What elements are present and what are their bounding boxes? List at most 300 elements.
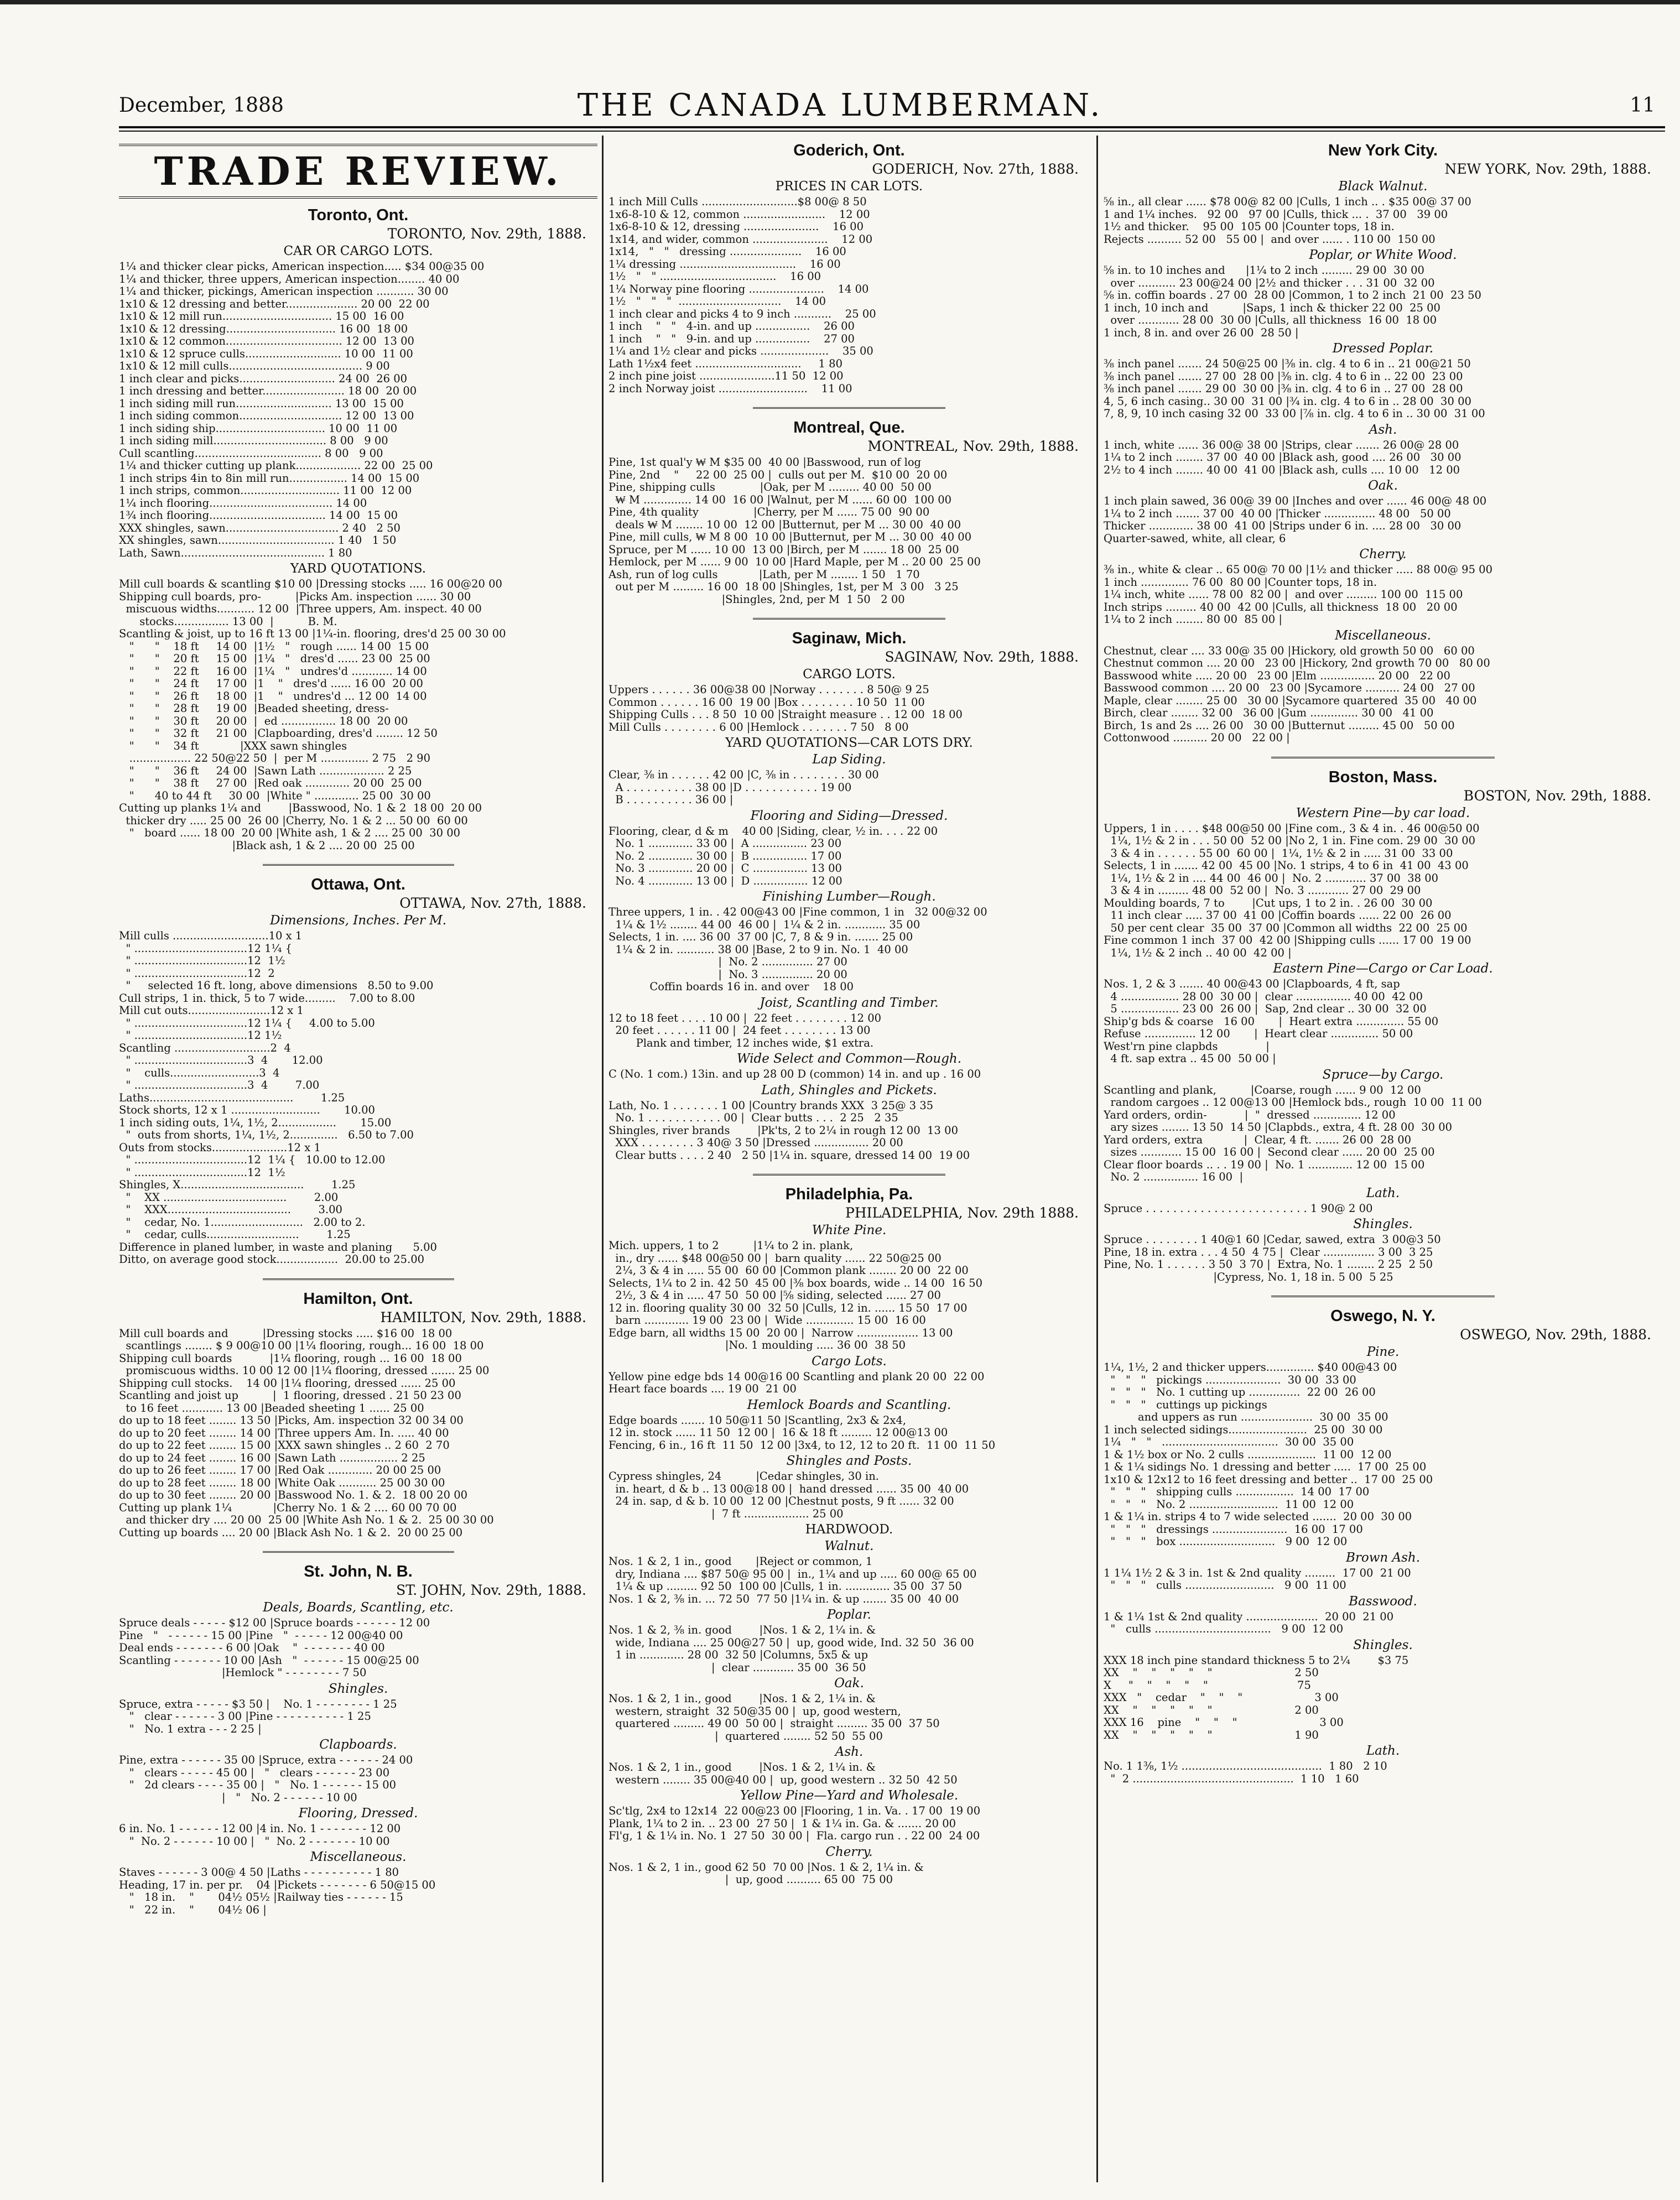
price-line: western, straight 32 50@35 00 | up, good western, (608, 1705, 901, 1718)
price-line: C (No. 1 com.) 13in. and up 28 00 D (common) 14 in. and up . 16 00 (608, 1068, 981, 1080)
price-line: out per M ......... 16 00 18 00 |Shingles, 1st, per M 3 00 3 25 (608, 581, 959, 593)
price-line: XX " " " " " 1 90 (1104, 1729, 1319, 1741)
price-line: Heart face boards .... 19 00 21 00 (608, 1383, 797, 1395)
price-line: Moulding boards, 7 to |Cut ups, 1 to 2 in. . 26 00 30 00 (1104, 897, 1433, 909)
price-line: XXX " cedar " " " 3 00 (1104, 1692, 1339, 1704)
market-city: Toronto, Ont. (308, 206, 409, 224)
price-line: promiscuous widths. 10 00 12 00 |1¼ flooring, dressed ....... 25 00 (119, 1365, 490, 1377)
price-line: Pine, 18 in. extra . . . 4 50 4 75 | Clear ............... 3 00 3 25 (1104, 1246, 1433, 1258)
price-line: ⅜ inch panel ....... 27 00 28 00 |⅜ in. clg. 4 to 6 in .. 22 00 23 00 (1104, 370, 1463, 383)
price-line: Fencing, 6 in., 16 ft 11 50 12 00 |3x4, to 12, 12 to 20 ft. 11 00 11 50 (608, 1439, 996, 1452)
price-line: sizes ............ 15 00 16 00 | Second clear ...... 20 00 25 00 (1104, 1146, 1435, 1158)
market-city: Goderich, Ont. (793, 142, 905, 159)
price-line: 1 inch " " 4-in. and up ................ 26 00 (608, 320, 855, 332)
price-line: 1 inch siding mill................................. 8 00 9 00 (119, 435, 388, 447)
price-line: do up to 18 feet ........ 13 50 |Picks, Am. inspection 32 00 34 00 (119, 1414, 464, 1427)
price-line: 1 and 1¼ inches. 92 00 97 00 |Culls, thick ... . 37 00 39 00 (1104, 208, 1448, 221)
market-section (119, 876, 597, 1266)
price-line: 1¼ and 1½ clear and picks .................... 35 00 (608, 345, 873, 357)
price-line: " " " No. 2 .......................... 11 00 12 00 (1104, 1498, 1354, 1511)
column-2 (608, 139, 1090, 2186)
price-line: 1 inch " " 9-in. and up ................ 27 00 (608, 332, 855, 345)
price-line: Common . . . . . . 16 00 19 00 |Box . . . . . . . . 10 50 11 00 (608, 696, 925, 709)
block-category: Lath, Shingles and Pickets. (761, 1083, 937, 1098)
price-line: " " 32 ft 21 00 |Clapboarding, dres'd ........ 12 50 (119, 727, 438, 740)
price-line: Spruce deals - - - - - $12 00 |Spruce boards - - - - - - 12 00 (119, 1617, 430, 1629)
block-category: Cherry. (825, 1844, 873, 1859)
block-category: Wide Select and Common—Rough. (736, 1052, 962, 1066)
price-line: do up to 22 feet ........ 15 00 |XXX sawn shingles .. 2 60 2 70 (119, 1439, 450, 1452)
price-line: " No. 1 extra - - - 2 25 | (119, 1723, 262, 1735)
price-line: Pine, mill culls, ₩ M 8 00 10 00 |Butternut, per M ... 30 00 40 00 (608, 531, 972, 543)
block-category: Dressed Poplar. (1332, 341, 1434, 356)
market-dateline: HAMILTON, Nov. 29th, 1888. (380, 1309, 586, 1325)
price-line: A . . . . . . . . . . 38 00 |D . . . . . . . . . . . 19 00 (608, 781, 852, 794)
block-category: Joist, Scantling and Timber. (760, 995, 939, 1010)
market-dateline: NEW YORK, Nov. 29th, 1888. (1444, 161, 1651, 177)
price-line: Coffin boards 16 in. and over 18 00 (608, 981, 854, 993)
price-line: Cutting up boards .... 20 00 |Black Ash No. 1 & 2. 20 00 25 00 (119, 1526, 463, 1539)
block-category: Shingles. (328, 1681, 388, 1696)
market-city: Hamilton, Ont. (303, 1289, 413, 1308)
column-divider (1096, 136, 1098, 2182)
price-line: 1 inch .............. 76 00 80 00 |Counter tops, 18 in. (1104, 576, 1377, 589)
price-line: 2½ to 4 inch ........ 40 00 41 00 |Black ash, culls .... 10 00 12 00 (1104, 464, 1460, 476)
price-line: Spruce, per M ...... 10 00 13 00 |Birch, per M ....... 18 00 25 00 (608, 543, 959, 556)
price-line: 1 inch Mill Culls ............................$8 00@ 8 50 (608, 196, 867, 208)
price-line: " " " cuttings up pickings (1104, 1398, 1267, 1411)
price-line: " 2d clears - - - - 35 00 | " No. 1 - - - - - - 15 00 (119, 1779, 397, 1791)
price-line: XXX shingles, sawn................................. 2 40 2 50 (119, 522, 401, 534)
market-separator (263, 1278, 454, 1282)
price-line: 1x14, " " dressing ..................... 16 00 (608, 246, 846, 258)
price-line: " .................................12 1½ (119, 1166, 285, 1179)
price-line: Pine, No. 1 . . . . . . 3 50 3 70 | Extra, No. 1 ........ 2 25 2 50 (1104, 1258, 1433, 1271)
price-line: 2½, 3 & 4 in ..... 47 50 50 00 |⅝ siding, selected ...... 27 00 (608, 1289, 941, 1302)
price-line: Mill cull boards & scantling $10 00 |Dressing stocks ..... 16 00@20 00 (119, 578, 502, 590)
block-subheading: CARGO LOTS. (803, 667, 896, 682)
price-line: random cargoes .. 12 00@13 00 |Hemlock bds., rough 10 00 11 00 (1104, 1096, 1482, 1109)
price-line: " .................................12 2 (119, 967, 275, 980)
price-line: " clears - - - - - 45 00 | " clears - - - - - - 23 00 (119, 1766, 390, 1779)
price-line: Clear floor boards .. . . 19 00 | No. 1 ............. 12 00 15 00 (1104, 1158, 1425, 1171)
market-section (119, 1290, 597, 1540)
price-line: in., dry ...... $48 00@50 00 | barn quality ...... 22 50@25 00 (608, 1252, 942, 1265)
price-line: Nos. 1 & 2, ⅜ in. ... 72 50 77 50 |1¼ in. & up ....... 35 00 40 00 (608, 1593, 959, 1605)
price-line: Staves - - - - - - 3 00@ 4 50 |Laths - - - - - - - - - - 1 80 (119, 1866, 399, 1879)
market-separator (753, 407, 945, 411)
price-line: X " " " " " 75 (1104, 1679, 1311, 1692)
price-line: Lath 1½x4 feet ............................... 1 80 (608, 357, 842, 370)
price-line: Deal ends - - - - - - - 6 00 |Oak " - - - - - - - 40 00 (119, 1642, 385, 1654)
price-line: 6 in. No. 1 - - - - - - 12 00 |4 in. No. 1 - - - - - - - 12 00 (119, 1823, 401, 1835)
block-category: Eastern Pine—Cargo or Car Load. (1273, 961, 1493, 976)
price-line: Three uppers, 1 in. . 42 00@43 00 |Fine common, 1 in 32 00@32 00 (608, 906, 987, 918)
block-category: Spruce—by Cargo. (1322, 1067, 1444, 1082)
price-line: Cull strips, 1 in. thick, 5 to 7 wide......... 7.00 to 8.00 (119, 992, 415, 1005)
market-dateline: SAGINAW, Nov. 29th, 1888. (885, 649, 1079, 665)
price-line: do up to 30 feet ........ 20 00 |Basswood No. 1. & 2. 18 00 20 00 (119, 1489, 468, 1501)
price-line: 1 1¼ 1½ 2 & 3 in. 1st & 2nd quality ......... 17 00 21 00 (1104, 1567, 1411, 1579)
column-divider (602, 136, 604, 2182)
price-line: 4, 5, 6 inch casing.. 30 00 31 00 |¾ in. clg. 4 to 6 in .. 28 00 30 00 (1104, 395, 1471, 408)
price-line: do up to 26 feet ........ 17 00 |Red Oak ............. 20 00 25 00 (119, 1464, 441, 1476)
price-line: 11 inch clear ..... 37 00 41 00 |Coffin boards ...... 22 00 26 00 (1104, 909, 1452, 922)
price-line: 20 feet . . . . . . 11 00 | 24 feet . . . . . . . . 13 00 (608, 1024, 871, 1037)
price-line: Mill cut outs........................12 x 1 (119, 1005, 304, 1017)
block-category: Basswood. (1349, 1594, 1417, 1609)
price-line: quartered ......... 49 00 50 00 | straight ......... 35 00 37 50 (608, 1718, 940, 1730)
price-line: Selects, 1 in ....... 42 00 45 00 |No. 1 strips, 4 to 6 in 41 00 43 00 (1104, 860, 1469, 872)
price-line: ary sizes ........ 13 50 14 50 |Clapbds., extra, 4 ft. 28 00 30 00 (1104, 1121, 1453, 1133)
price-line: " 18 in. " 04½ 05½ |Railway ties - - - - - - 15 (119, 1891, 403, 1903)
market-section (1104, 142, 1662, 745)
market-dateline: PHILADELPHIA, Nov. 29th 1888. (845, 1205, 1079, 1221)
page-header (0, 83, 1680, 122)
price-line: " 22 in. " 04½ 06 | (119, 1903, 267, 1916)
price-line: 1 inch clear and picks............................ 24 00 26 00 (119, 372, 408, 385)
price-line: Mich. uppers, 1 to 2 |1¼ to 2 in. plank, (608, 1240, 854, 1252)
issue-date: December, 1888 (119, 94, 284, 117)
block-category: Yellow Pine—Yard and Wholesale. (740, 1788, 959, 1803)
price-line: Pine, 2nd " 22 00 25 00 | culls out per M. $10 00 20 00 (608, 469, 948, 481)
price-line: Scantling and plank, |Coarse, rough ...... 9 00 12 00 (1104, 1084, 1421, 1096)
price-line: Ship'g bds & coarse 16 00 | Heart extra .............. 55 00 (1104, 1015, 1439, 1028)
price-line: do up to 20 feet ........ 14 00 |Three uppers Am. In. ..... 40 00 (119, 1427, 449, 1439)
market-dateline: TORONTO, Nov. 29th, 1888. (387, 226, 586, 242)
price-line: Pine, shipping culls |Oak, per M ......... 40 00 50 00 (608, 481, 932, 493)
price-line: " .................................12 1¼ { 4.00 to 5.00 (119, 1017, 375, 1029)
price-line: miscuous widths........... 12 00 |Three uppers, Am. inspect. 40 00 (119, 603, 482, 615)
price-line: 1x10 & 12 mill run................................ 15 00 16 00 (119, 310, 404, 323)
block-category: Hemlock Boards and Scantling. (747, 1397, 951, 1412)
market-city: Oswego, N. Y. (1330, 1307, 1435, 1325)
price-line: " " 38 ft 27 00 |Red oak ............. 20 00 25 00 (119, 777, 422, 789)
block-subheading: YARD QUOTATIONS—CAR LOTS DRY. (725, 736, 973, 750)
price-line: Maple, clear ........ 25 00 30 00 |Sycamore quartered 35 00 40 00 (1104, 694, 1477, 707)
price-line: XX " " " " " 2 50 (1104, 1667, 1319, 1679)
price-line: 1¼ and thicker cutting up plank................... 22 00 25 00 (119, 460, 433, 472)
price-line: Spruce . . . . . . . . 1 40@1 60 |Cedar, sawed, extra 3 00@3 50 (1104, 1234, 1441, 1246)
price-line: " " 28 ft 19 00 |Beaded sheeting, dress- (119, 703, 389, 715)
price-line: Scantling ............................2 4 (119, 1042, 291, 1054)
price-line: " " " pickings ...................... 30 00 33 00 (1104, 1374, 1356, 1386)
price-line: 1¼ inch, white ...... 78 00 82 00 | and over ......... 100 00 115 00 (1104, 589, 1463, 601)
header-rule-thin (119, 131, 1665, 132)
price-line: 1¼ to 2 inch ........ 37 00 40 00 |Black ash, good .... 26 00 30 00 (1104, 451, 1461, 464)
price-line: " .................................3 4 12.00 (119, 1054, 323, 1067)
price-line: Yard orders, ordin- | " dressed .............. 12 00 (1104, 1109, 1396, 1121)
price-line: " .................................12 1¼ { (119, 942, 293, 955)
price-line: barn ............. 19 00 23 00 | Wide .............. 15 00 16 00 (608, 1314, 926, 1327)
block-category: Lap Siding. (812, 752, 886, 767)
price-line: 1¼ dressing .................................. 16 00 (608, 258, 841, 271)
price-line: Edge boards ....... 10 50@11 50 |Scantling, 2x3 & 2x4, (608, 1414, 907, 1427)
block-category: Flooring and Siding—Dressed. (750, 808, 948, 823)
price-line: Yellow pine edge bds 14 00@16 00 Scantling and plank 20 00 22 00 (608, 1370, 985, 1383)
price-line: 7, 8, 9, 10 inch casing 32 00 33 00 |⅞ in. clg. 4 to 6 in .. 30 00 31 00 (1104, 408, 1485, 420)
price-line: Flooring, clear, d & m 40 00 |Siding, clear, ½ in. . . . 22 00 (608, 825, 938, 838)
price-line: No. 1 1⅜, 1½ ......................................... 1 80 2 10 (1104, 1760, 1387, 1772)
price-line: 1x10 & 12x12 to 16 feet dressing and better .. 17 00 25 00 (1104, 1473, 1433, 1486)
price-line: No. 1 . . . . . . . . . . . 00 | Clear butts . . . 2 25 2 35 (608, 1112, 898, 1124)
block-category: Walnut. (824, 1539, 874, 1553)
price-line: 12 to 18 feet . . . . 10 00 | 22 feet . . . . . . . . 12 00 (608, 1012, 882, 1024)
block-category: Shingles. (1353, 1217, 1413, 1231)
price-line: |Shingles, 2nd, per M 1 50 2 00 (608, 593, 905, 606)
price-line: 2 inch Norway joist .......................... 11 00 (608, 382, 852, 395)
price-line: 1x10 & 12 dressing................................ 16 00 18 00 (119, 323, 408, 335)
price-line: Shingles, X.................................... 1.25 (119, 1179, 356, 1191)
price-line: 1½ and thicker. 95 00 105 00 |Counter tops, 18 in. (1104, 221, 1395, 233)
price-line: 1 inch siding mill run............................ 13 00 15 00 (119, 397, 404, 410)
price-line: 2 inch pine joist ......................11 50 12 00 (608, 370, 844, 382)
price-line: Cutting up plank 1¼ |Cherry No. 1 & 2 .... 60 00 70 00 (119, 1501, 457, 1514)
price-line: " " 22 ft 16 00 |1¼ " undres'd ............ 14 00 (119, 665, 427, 678)
block-category: Oak. (1368, 479, 1398, 493)
price-line: 3 & 4 in . . . . . . 55 00 60 00 | 1¼, 1½ & 2 in ..... 31 00 33 00 (1104, 847, 1453, 860)
price-line: 1 inch siding ship................................ 10 00 11 00 (119, 422, 398, 435)
block-category: Pine. (1366, 1345, 1400, 1359)
block-category: Poplar. (827, 1608, 871, 1622)
price-line: " .................................3 4 7.00 (119, 1079, 320, 1091)
price-line: 1¼ & up ......... 92 50 100 00 |Culls, 1 in. ............. 35 00 37 50 (608, 1580, 962, 1593)
price-line: 1 inch, 8 in. and over 26 00 28 50 | (1104, 326, 1299, 339)
price-line: Cutting up planks 1¼ and |Basswood, No. 1 & 2 18 00 20 00 (119, 802, 482, 814)
price-line: Stock shorts, 12 x 1 .......................... 10.00 (119, 1104, 375, 1116)
price-line: " " " box ............................ 9 00 12 00 (1104, 1536, 1348, 1548)
price-line: 1x6-8-10 & 12, common ........................ 12 00 (608, 208, 870, 221)
price-line: " XXX.................................... 3.00 (119, 1204, 342, 1216)
price-line: 1 inch plain sawed, 36 00@ 39 00 |Inches and over ...... 46 00@ 48 00 (1104, 495, 1487, 507)
price-line: Cull scantling..................................... 8 00 9 00 (119, 447, 383, 460)
price-line: Shipping cull stocks. 14 00 |1¼ flooring, dressed ...... 25 00 (119, 1377, 456, 1390)
price-line: wide, Indiana .... 25 00@27 50 | up, good wide, Ind. 32 50 36 00 (608, 1636, 974, 1649)
price-line: and thicker dry .... 20 00 25 00 |White Ash No. 1 & 2. 25 00 30 00 (119, 1514, 494, 1526)
price-line: " No. 2 - - - - - - 10 00 | " No. 2 - - - - - - - 10 00 (119, 1835, 390, 1848)
block-category: Brown Ash. (1345, 1550, 1421, 1565)
price-line: Plank and timber, 12 inches wide, $1 extra. (608, 1037, 874, 1049)
price-line: do up to 28 feet ........ 18 00 |White Oak ........... 25 00 30 00 (119, 1476, 445, 1489)
price-line: |Black ash, 1 & 2 .... 20 00 25 00 (119, 839, 415, 852)
market-city: St. John, N. B. (304, 1563, 413, 1580)
price-line: | up, good .......... 65 00 75 00 (608, 1874, 893, 1886)
price-line: No. 2 ................ 16 00 | (1104, 1171, 1244, 1183)
price-line: Basswood common .... 20 00 23 00 |Sycamore .......... 24 00 27 00 (1104, 682, 1475, 694)
section-title: TRADE REVIEW. (119, 144, 597, 199)
price-line: thicker dry ..... 25 00 26 00 |Cherry, No. 1 & 2 ... 50 00 60 00 (119, 814, 468, 827)
header-rule (119, 126, 1665, 128)
price-line: .................. 22 50@22 50 | per M .............. 2 75 2 90 (119, 752, 430, 764)
price-line: Sc'tlg, 2x4 to 12x14 22 00@23 00 |Flooring, 1 in. Va. . 17 00 19 00 (608, 1805, 981, 1817)
price-line: 1¼ & 2 in. ........... 38 00 |Base, 2 to 9 in. No. 1 40 00 (608, 943, 908, 956)
price-line: Heading, 17 in. per pr. 04 |Pickets - - - - - - - 6 50@15 00 (119, 1879, 436, 1891)
price-line: Outs from stocks......................12 x 1 (119, 1141, 321, 1154)
price-line: 1¼ and thicker, three uppers, American inspection........ 40 00 (119, 273, 460, 285)
price-line: " .................................12 1½ (119, 955, 285, 967)
price-line: Cottonwood .......... 20 00 22 00 | (1104, 732, 1290, 744)
price-line: Refuse ............... 12 00 | Heart clear .............. 50 00 (1104, 1028, 1413, 1040)
price-line: Selects, 1 in. .... 36 00 37 00 |C, 7, 8 & 9 in. ....... 25 00 (608, 931, 913, 943)
price-line: " board ...... 18 00 20 00 |White ash, 1 & 2 .... 25 00 30 00 (119, 827, 461, 839)
block-subheading: YARD QUOTATIONS. (290, 561, 426, 576)
price-line: " " 30 ft 20 00 | ed ................ 18 00 20 00 (119, 715, 408, 727)
price-line: Lath, Sawn.......................................... 1 80 (119, 547, 352, 559)
price-line: 1¼, 1½ & 2 in .... 44 00 46 00 | No. 2 ............ 37 00 38 00 (1104, 872, 1439, 885)
price-line: Mill cull boards and |Dressing stocks ..... $16 00 18 00 (119, 1327, 452, 1340)
price-line: XX " " " " " 2 00 (1104, 1704, 1319, 1717)
market-section (119, 1563, 597, 1916)
price-line: 1¼ Norway pine flooring ...................... 14 00 (608, 283, 869, 295)
price-line: 4 ft. sap extra .. 45 00 50 00 | (1104, 1053, 1276, 1065)
price-line: 1¼ to 2 inch ........ 80 00 85 00 | (1104, 613, 1282, 626)
price-line: Spruce . . . . . . . . . . . . . . . . . . . . . . . . 1 90@ 2 00 (1104, 1202, 1373, 1215)
price-line: 12 in. stock ...... 11 50 12 00 | 16 & 18 ft ......... 12 00@13 00 (608, 1427, 948, 1439)
price-line: Fine common 1 inch 37 00 42 00 |Shipping culls ...... 17 00 19 00 (1104, 934, 1471, 946)
price-line: 1 inch selected sidings....................... 25 00 30 00 (1104, 1423, 1383, 1436)
price-line: Nos. 1 & 2, 1 in., good |Nos. 1 & 2, 1¼ in. & (608, 1693, 876, 1705)
price-line: XXX 16 pine " " " 3 00 (1104, 1717, 1344, 1729)
price-line: Nos. 1 & 2, 1 in., good |Nos. 1 & 2, 1¼ in. & (608, 1761, 876, 1773)
price-line: | 7 ft ................... 25 00 (608, 1507, 844, 1520)
price-line: Nos. 1 & 2, 1 in., good |Reject or common, 1 (608, 1556, 873, 1568)
market-city: Montreal, Que. (793, 419, 905, 436)
page-number: 11 (1630, 94, 1655, 117)
price-line: Fl'g, 1 & 1¼ in. No. 1 27 50 30 00 | Fla. cargo run . . 22 00 24 00 (608, 1830, 980, 1842)
price-line: Plank, 1¼ to 2 in. .. 23 00 27 50 | 1 & 1¼ in. Ga. & ....... 20 00 (608, 1817, 956, 1830)
block-category: Cherry. (1359, 547, 1407, 561)
price-line: Mill Culls . . . . . . . . 6 00 |Hemlock . . . . . . . 7 50 8 00 (608, 721, 909, 734)
price-line: " " " shipping culls ................. 14 00 17 00 (1104, 1486, 1370, 1498)
market-dateline: BOSTON, Nov. 29th, 1888. (1463, 787, 1651, 804)
price-line: 1 & 1¼ sidings No. 1 dressing and better ..... 17 00 25 00 (1104, 1461, 1427, 1473)
price-line: Shingles, river brands |Pk'ts, 2 to 2¼ in rough 12 00 13 00 (608, 1124, 958, 1137)
price-line: 1 inch siding outs, 1¼, 1½, 2................. 15.00 (119, 1116, 392, 1129)
price-line: deals ₩ M ........ 10 00 12 00 |Butternut, per M ... 30 00 40 00 (608, 518, 961, 531)
price-line: Difference in planed lumber, in waste and planing 5.00 (119, 1241, 437, 1254)
price-line: ⅝ in. to 10 inches and |1¼ to 2 inch ......... 29 00 30 00 (1104, 264, 1424, 277)
price-line: | No. 2 ............... 27 00 (608, 956, 847, 968)
price-line: over ........... 23 00@24 00 |2½ and thicker . . . 31 00 32 00 (1104, 277, 1435, 289)
price-line: Pine, 1st qual'y ₩ M $35 00 40 00 |Basswood, run of log (608, 456, 922, 469)
price-line: " " 24 ft 17 00 |1 " dres'd ...... 16 00 20 00 (119, 678, 423, 690)
price-line: 1 inch clear and picks 4 to 9 inch ........... 25 00 (608, 308, 876, 320)
market-separator (753, 618, 945, 622)
price-line: " outs from shorts, 1¼, 1½, 2.............. 6.50 to 7.00 (119, 1129, 414, 1141)
top-border (0, 0, 1680, 4)
price-line: " culls .................................. 9 00 12 00 (1104, 1623, 1344, 1635)
price-line: No. 1 ............. 33 00 | A ................ 23 00 (608, 838, 842, 850)
market-dateline: OTTAWA, Nov. 27th, 1888. (399, 895, 586, 911)
price-line: Clear, ⅜ in . . . . . . 42 00 |C, ⅜ in . . . . . . . . 30 00 (608, 769, 879, 781)
market-city: Saginaw, Mich. (792, 630, 907, 647)
market-section (608, 142, 1090, 395)
price-line: Clear butts . . . . 2 40 2 50 |1¼ in. square, dressed 14 00 19 00 (608, 1149, 970, 1162)
price-line: |No. 1 moulding ..... 36 00 38 50 (608, 1339, 906, 1351)
market-dateline: MONTREAL, Nov. 29th, 1888. (867, 438, 1079, 454)
block-category: Flooring, Dressed. (298, 1806, 418, 1821)
block-category: Lath. (1366, 1744, 1400, 1758)
price-line: 1¼ and thicker clear picks, American inspection..... $34 00@35 00 (119, 261, 485, 273)
price-line: 1¼, 1½, 2 and thicker uppers.............. $40 00@43 00 (1104, 1361, 1397, 1374)
price-line: to 16 feet ............ 13 00 |Beaded sheeting 1 ...... 25 00 (119, 1402, 424, 1414)
price-line: No. 4 ............. 13 00 | D ................ 12 00 (608, 875, 842, 887)
price-line: Quarter-sawed, white, all clear, 6 (1104, 532, 1286, 545)
block-category: Black Walnut. (1338, 179, 1428, 194)
price-line: 1½ " " " .............................. 14 00 (608, 295, 826, 308)
price-line: 1 & 1¼ in. strips 4 to 7 wide selected ....... 20 00 30 00 (1104, 1511, 1412, 1523)
market-dateline: GODERICH, Nov. 27th, 1888. (872, 161, 1079, 177)
price-line: 1x10 & 12 common.................................. 12 00 13 00 (119, 335, 414, 347)
price-line: Birch, 1s and 2s .... 26 00 30 00 |Butternut ......... 45 00 50 00 (1104, 719, 1455, 732)
newspaper-title: THE CANADA LUMBERMAN. (577, 87, 1103, 123)
price-line: Nos. 1, 2 & 3 ....... 40 00@43 00 |Clapboards, 4 ft, sap (1104, 978, 1400, 990)
price-line: Edge barn, all widths 15 00 20 00 | Narrow .................. 13 00 (608, 1327, 953, 1339)
price-line: |Cypress, No. 1, 18 in. 5 00 5 25 (1104, 1271, 1393, 1283)
block-category: Shingles. (1353, 1637, 1413, 1652)
price-line: " " " No. 1 cutting up ............... 22 00 26 00 (1104, 1386, 1376, 1398)
price-line: B . . . . . . . . . . 36 00 | (608, 794, 734, 806)
price-line: stocks................ 13 00 | B. M. (119, 615, 337, 628)
market-separator (1271, 757, 1495, 761)
price-line: in. heart, d & b .. 13 00@18 00 | hand dressed ...... 35 00 40 00 (608, 1483, 969, 1495)
price-line: 3 & 4 in ......... 48 00 52 00 | No. 3 ............ 27 00 29 00 (1104, 885, 1421, 897)
price-line: 1 in ............. 28 00 32 50 |Columns, 5x5 & up (608, 1649, 868, 1661)
market-section (608, 419, 1090, 606)
price-line: 1 & 1½ box or No. 2 culls .................... 11 00 12 00 (1104, 1448, 1392, 1461)
price-line: 1 inch strips, common............................. 11 00 12 00 (119, 485, 412, 497)
price-line: ⅝ in. coffin boards . 27 00 28 00 |Common, 1 to 2 inch 21 00 23 50 (1104, 289, 1481, 301)
price-line: " " 26 ft 18 00 |1 " undres'd ... 12 00 14 00 (119, 690, 427, 703)
market-separator (1271, 1296, 1495, 1299)
price-line: " 2 ............................................... 1 10 1 60 (1104, 1772, 1359, 1785)
price-line: Uppers, 1 in . . . . $48 00@50 00 |Fine com., 3 & 4 in. . 46 00@50 00 (1104, 822, 1480, 835)
price-line: Nos. 1 & 2, ⅜ in. good |Nos. 1 & 2, 1¼ in. & (608, 1624, 876, 1636)
block-category: Lath. (1366, 1185, 1400, 1200)
price-line: 12 in. flooring quality 30 00 32 50 |Culls, 12 in. ...... 15 50 17 00 (608, 1302, 968, 1314)
price-line: | No. 3 ............... 20 00 (608, 968, 847, 981)
price-line: 1¼ & 1½ ........ 44 00 46 00 | 1¼ & 2 in. ............ 35 00 (608, 918, 920, 931)
column-1 (119, 139, 597, 2186)
price-line: Inch strips ......... 40 00 42 00 |Culls, all thickness 18 00 20 00 (1104, 601, 1458, 613)
price-line: 1x10 & 12 dressing and better..................... 20 00 22 00 (119, 298, 430, 310)
market-section (1104, 1307, 1662, 1785)
price-line: Chestnut, clear .... 33 00@ 35 00 |Hickory, old growth 50 00 60 00 (1104, 644, 1475, 657)
block-category: Oak. (834, 1676, 864, 1691)
price-line: 50 per cent clear 35 00 37 00 |Common all widths 22 00 25 00 (1104, 922, 1468, 934)
price-line: Ditto, on average good stock.................. 20.00 to 25.00 (119, 1254, 425, 1266)
price-line: XXX 18 inch pine standard thickness 5 to 2¼ $3 75 (1104, 1654, 1409, 1667)
price-line: Mill culls ............................10 x 1 (119, 930, 303, 942)
block-subheading: PRICES IN CAR LOTS. (775, 179, 923, 194)
price-line: 1 inch siding common.............................. 12 00 13 00 (119, 410, 414, 422)
market-dateline: ST. JOHN, Nov. 29th, 1888. (396, 1582, 586, 1598)
price-line: Nos. 1 & 2, 1 in., good 62 50 70 00 |Nos. 1 & 2, 1¼ in. & (608, 1861, 924, 1874)
price-line: 4 ................. 28 00 30 00 | clear ................ 40 00 42 00 (1104, 990, 1423, 1003)
price-line: Yard orders, extra | Clear, 4 ft. ....... 26 00 28 00 (1104, 1133, 1412, 1146)
block-category: Deals, Boards, Scantling, etc. (263, 1600, 454, 1615)
price-line: Rejects .......... 52 00 55 00 | and over ...... . 110 00 150 00 (1104, 233, 1435, 246)
price-line: Thicker ............. 38 00 41 00 |Strips under 6 in. .... 28 00 30 00 (1104, 520, 1461, 532)
price-line: " " 20 ft 15 00 |1¼ " dres'd ...... 23 00 25 00 (119, 653, 430, 665)
market-separator (753, 1174, 945, 1178)
price-line: do up to 24 feet ........ 16 00 |Sawn Lath ................. 2 25 (119, 1452, 425, 1464)
price-line: Spruce, extra - - - - - $3 50 | No. 1 - - - - - - - - 1 25 (119, 1698, 397, 1710)
block-category: Clapboards. (319, 1738, 397, 1752)
price-line: Scantling - - - - - - - 10 00 |Ash " - - - - - - 15 00@25 00 (119, 1654, 419, 1667)
price-line: 1¼, 1½ & 2 inch .. 40 00 42 00 | (1104, 946, 1292, 959)
price-line: 1 inch, 10 inch and |Saps, 1 inch & thicker 22 00 25 00 (1104, 301, 1440, 314)
